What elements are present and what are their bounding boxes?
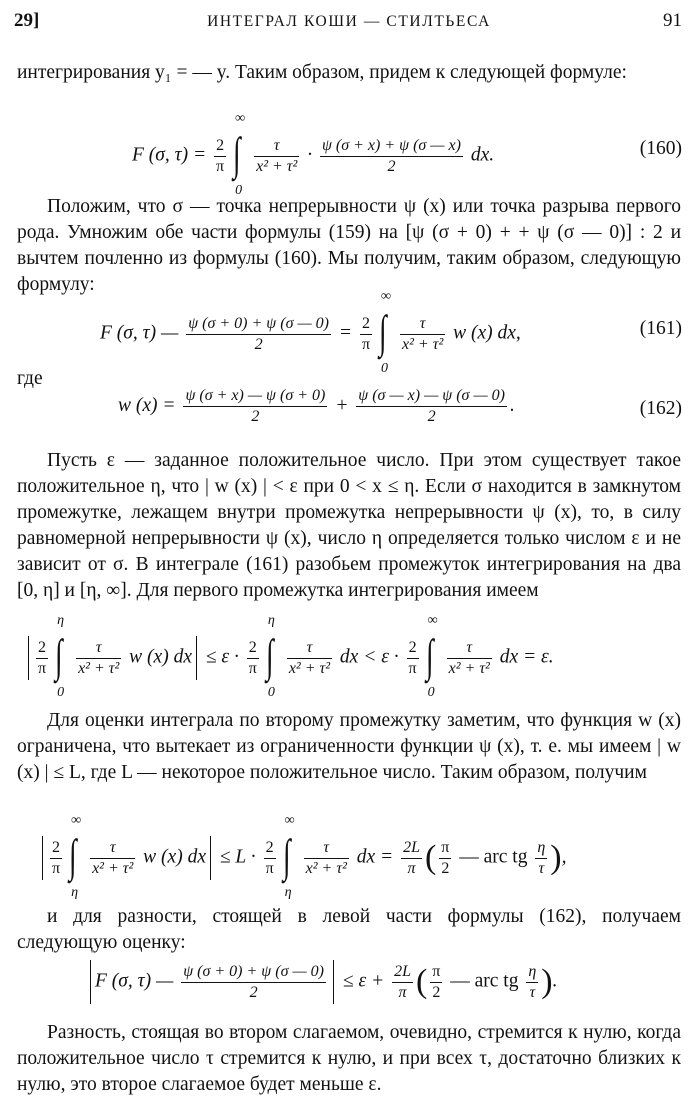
integral-sign: ∫ ∞ 0: [233, 111, 246, 198]
paragraph-conclusion: Разность, стоящая во втором слагаемом, очевидно, стремится к нулю, когда положительное число τ стремится к нулю, и при всех τ, достаточно близких к нулю, это второе слагаемое будет меньше ε.: [17, 1022, 681, 1095]
integral-sign: ∫ ∞ η: [282, 813, 295, 900]
f160-frac2: $\frac{\psi (\sigma + x) + \psi (\sigma — x)}{2}$: [321, 136, 461, 175]
formula-161-body: F (σ, τ) — $\frac{\psi (\sigma + 0) + \psi (\sigma — 0)}{2}$ = $\frac{2}{\pi}$ ∫ ∞ 0 $\frac{\tau}{\text{x² + τ²}}$ w (x) dx,: [100, 289, 521, 376]
formula-estimate: [0, 958, 698, 1018]
equation-number-161: (161): [639, 318, 682, 339]
f161-frac1: $\frac{\psi (\sigma + 0) + \psi (\sigma — 0)}{2}$: [188, 314, 330, 353]
equation-number-160: (160): [639, 138, 682, 159]
f161-coef: $\frac{2}{\pi}$: [361, 314, 371, 353]
paragraph-difference: и для разности, стоящей в левой части формулы (162), получаем следующую оценку:: [17, 906, 681, 953]
f162-frac2: $\frac{\psi (\sigma — x) — \psi (\sigma — 0)}{2}$: [358, 387, 505, 425]
integral-sign: ∫ η 0: [55, 613, 65, 700]
formula-162-body: w (x) = $\frac{\psi (\sigma + x) — \psi (\sigma + 0)}{2}$ + $\frac{\psi (\sigma — x) — \psi (\sigma — 0)}{2}$ .: [118, 387, 515, 425]
section-marker: 29]: [14, 10, 40, 31]
page-number: 91: [663, 10, 682, 31]
running-title: ИНТЕГРАЛ КОШИ — СТИЛТЬЕСА: [207, 13, 491, 30]
formula-160-body: F (σ, τ) = $\frac{2}{\pi}$ ∫ ∞ 0 $\frac{\tau}{\text{x² + τ²}}$ · $\frac{\psi (\sigma + x) + \psi (\sigma — x)}{2}$ dx.: [132, 111, 495, 198]
f160-lhs: F (σ, τ) =: [132, 144, 212, 166]
formula-162: [0, 386, 698, 436]
formula-161: [0, 289, 698, 376]
formula-160: [0, 111, 698, 198]
formula-second-interval-body: $\frac{2}{\pi}$ ∫ ∞ η $\frac{\tau}{\text{x² + τ²}}$ w (x) dx ≤ L · $\frac{2}{\pi}$ ∫ ∞ η $\frac{\tau}{\text{x² + τ²}}$ dx = $\frac{2L}{\pi}$ ( $\frac{\pi}{2}$ — arc tg $\frac{\eta}{\tau}$ ),: [38, 826, 567, 890]
integral-sign: ∫ ∞ 0: [379, 289, 391, 376]
equation-number-162: (162): [639, 398, 682, 419]
word-gde: где: [17, 368, 43, 389]
paragraph-epsilon: Пусть ε — заданное положительное число. При этом существует такое положительное η, что | w (x) | < ε при 0 < x ≤ η. Если σ находится в замкнутом промежутке, лежащем внутри промежутка непрерывности ψ (x), то, в силу равномерной непрерывности ψ (x), число η определяется только числом ε и не зависит от σ. В интеграле (161) разобьем промежуток интегрирования на два [0, η] и [η, ∞]. Для первого промежутка интегрирования имеем: [17, 450, 681, 601]
f160-coef: $\frac{2}{\pi}$: [216, 136, 225, 175]
formula-second-interval: [0, 813, 698, 900]
f162-frac1: $\frac{\psi (\sigma + x) — \psi (\sigma + 0)}{2}$: [185, 387, 326, 425]
integral-sign: ∫ ∞ η: [69, 813, 82, 900]
integral-sign: ∫ η 0: [265, 613, 275, 700]
f160-frac1: $\frac{\tau}{\text{x² + τ²}}$: [256, 136, 298, 175]
f161-frac2: $\frac{\tau}{\text{x² + τ²}}$: [402, 314, 444, 353]
formula-first-interval: [0, 613, 698, 700]
formula-first-interval-body: $\frac{2}{\pi}$ ∫ η 0 $\frac{\tau}{\text{x² + τ²}}$ w (x) dx ≤ ε · $\frac{2}{\pi}$ ∫ η 0 $\frac{\tau}{\text{x² + τ²}}$ dx < ε · $\frac{2}{\pi}$ ∫ ∞ 0 $\frac{\tau}{\text{x² + τ²}}$ dx = ε.: [24, 626, 554, 690]
paragraph-continuity: Положим, что σ — точка непрерывности ψ (x) или точка разрыва первого рода. Умножим обе части формулы (159) на [ψ (σ + 0) + + ψ (σ — 0)] : 2 и вычтем почленно из формулы (160). Мы получим, таким образом, следующую формулу:: [17, 196, 681, 295]
paragraph-intro: интегрирования y₁ = — y. Таким образом, придем к следующей формуле:: [17, 62, 627, 83]
paragraph-second-interval: Для оценки интеграла по второму промежутку заметим, что функция w (x) ограничена, что вытекает из ограниченности функции ψ (x), т. е. мы имеем | w (x) | ≤ L, где L — некоторое положительное число. Таким образом, получим: [17, 710, 681, 783]
integral-sign: ∫ ∞ 0: [425, 613, 438, 700]
formula-estimate-body: F (σ, τ) — $\frac{\psi (\sigma + 0) + \psi (\sigma — 0)}{2}$ ≤ ε + $\frac{2L}{\pi}$ ( $\frac{\pi}{2}$ — arc tg $\frac{\eta}{\tau}$ ).: [86, 960, 558, 1004]
running-header: [14, 8, 684, 34]
